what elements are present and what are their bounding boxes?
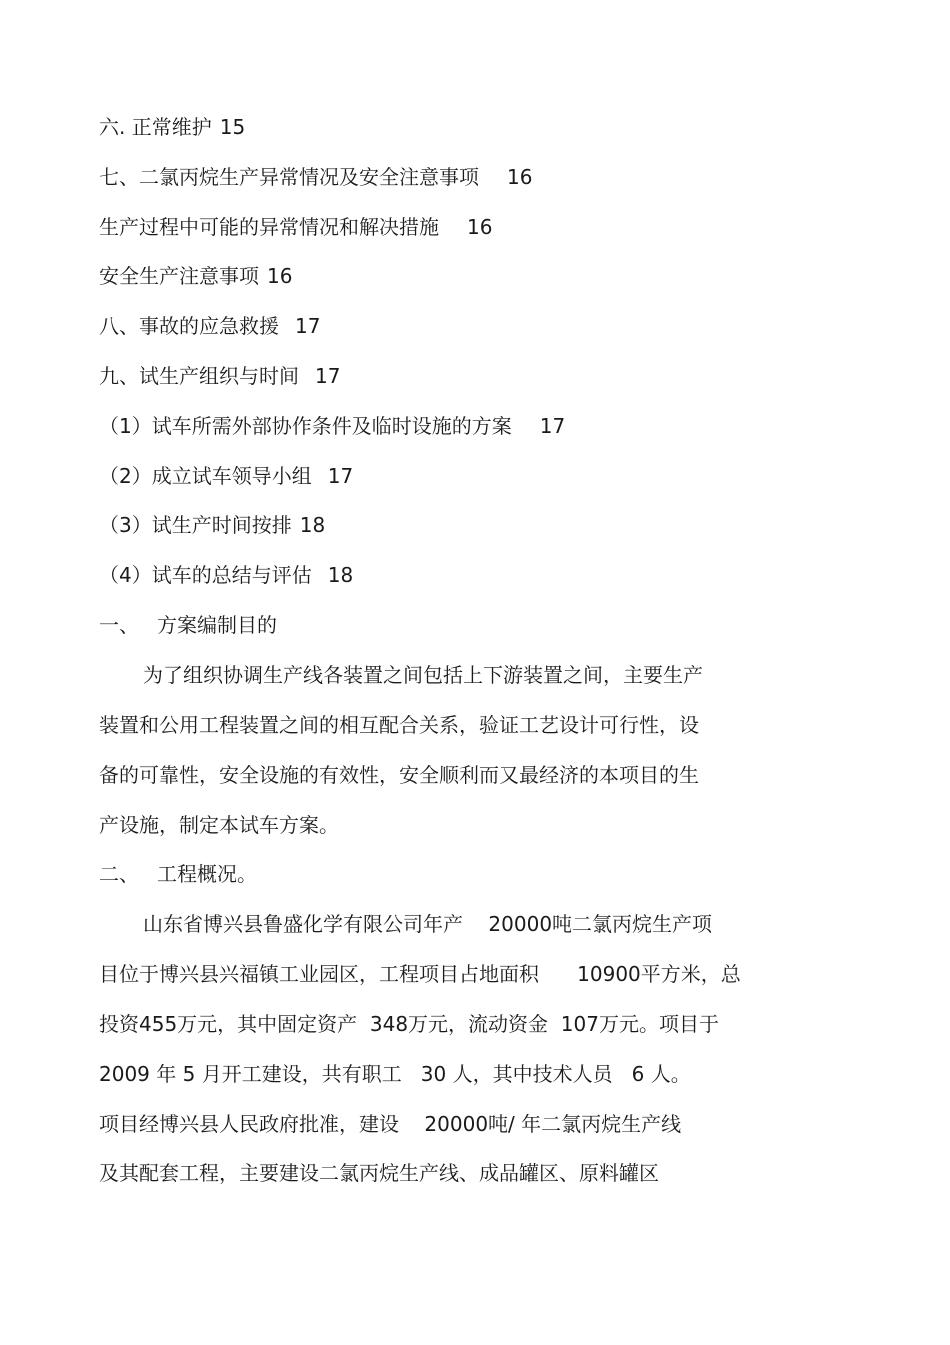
toc-entry-title: 生产过程中可能的异常情况和解决措施 <box>99 215 439 239</box>
toc-entry-title: （1）试车所需外部协作条件及临时设施的方案 <box>99 414 512 438</box>
section-number: 一、 <box>99 613 139 637</box>
paragraph-line: 及其配套工程，主要建设二氯丙烷生产线、成品罐区、原料罐区 <box>99 1161 659 1185</box>
toc-entry-title: 七、二氯丙烷生产异常情况及安全注意事项 <box>99 165 479 189</box>
paragraph-line: 2009 年 5 月开工建设，共有职工 30 人，其中技术人员 6 人。 <box>99 1062 691 1086</box>
toc-entry-title: （4）试车的总结与评估 <box>99 563 312 587</box>
toc-entry-page: 17 <box>295 314 321 338</box>
toc-entry[interactable] <box>99 313 320 339</box>
section-number: 二、 <box>99 862 139 886</box>
toc-entry[interactable] <box>99 463 353 489</box>
section-heading <box>99 612 277 638</box>
toc-entry-page: 17 <box>539 414 566 438</box>
toc-entry[interactable] <box>99 512 325 538</box>
toc-entry-page: 18 <box>327 563 354 587</box>
paragraph-line: 山东省博兴县鲁盛化学有限公司年产 20000吨二氯丙烷生产项 <box>143 912 713 936</box>
toc-entry-page: 16 <box>467 215 493 239</box>
paragraph-line: 产设施，制定本试车方案。 <box>99 813 339 837</box>
toc-entry[interactable] <box>99 413 565 439</box>
toc-entry[interactable] <box>99 114 245 140</box>
paragraph-line: 目位于博兴县兴福镇工业园区，工程项目占地面积 10900平方米，总 <box>99 962 741 986</box>
toc-entry-title: （3）试生产时间按排 <box>99 513 292 537</box>
toc-entry[interactable] <box>99 562 353 588</box>
toc-entry-title: （2）成立试车领导小组 <box>99 464 312 488</box>
toc-entry[interactable] <box>99 164 532 190</box>
paragraph-line: 为了组织协调生产线各装置之间包括上下游装置之间，主要生产 <box>143 663 703 687</box>
toc-entry-page: 16 <box>507 165 533 189</box>
paragraph-line: 备的可靠性，安全设施的有效性，安全顺利而又最经济的本项目的生 <box>99 763 699 787</box>
section-title: 工程概况。 <box>157 862 257 886</box>
section-heading <box>99 861 257 887</box>
toc-entry-title: 六. 正常维护 <box>99 115 212 139</box>
toc-entry-page: 15 <box>219 115 246 139</box>
toc-entry-title: 九、试生产组织与时间 <box>99 364 299 388</box>
toc-entry-page: 18 <box>299 513 326 537</box>
toc-entry-page: 17 <box>315 364 341 388</box>
section-title: 方案编制目的 <box>157 613 277 637</box>
toc-entry[interactable] <box>99 263 292 289</box>
toc-entry-page: 17 <box>327 464 354 488</box>
toc-entry-page: 16 <box>267 264 293 288</box>
toc-entry-title: 八、事故的应急救援 <box>99 314 279 338</box>
toc-entry-title: 安全生产注意事项 <box>99 264 259 288</box>
paragraph-line: 投资455万元，其中固定资产 348万元，流动资金 107万元。项目于 <box>99 1012 719 1036</box>
toc-entry[interactable] <box>99 363 340 389</box>
toc-entry[interactable] <box>99 214 492 240</box>
paragraph-line: 项目经博兴县人民政府批准，建设 20000吨/ 年二氯丙烷生产线 <box>99 1112 682 1136</box>
paragraph-line: 装置和公用工程装置之间的相互配合关系，验证工艺设计可行性，设 <box>99 713 699 737</box>
